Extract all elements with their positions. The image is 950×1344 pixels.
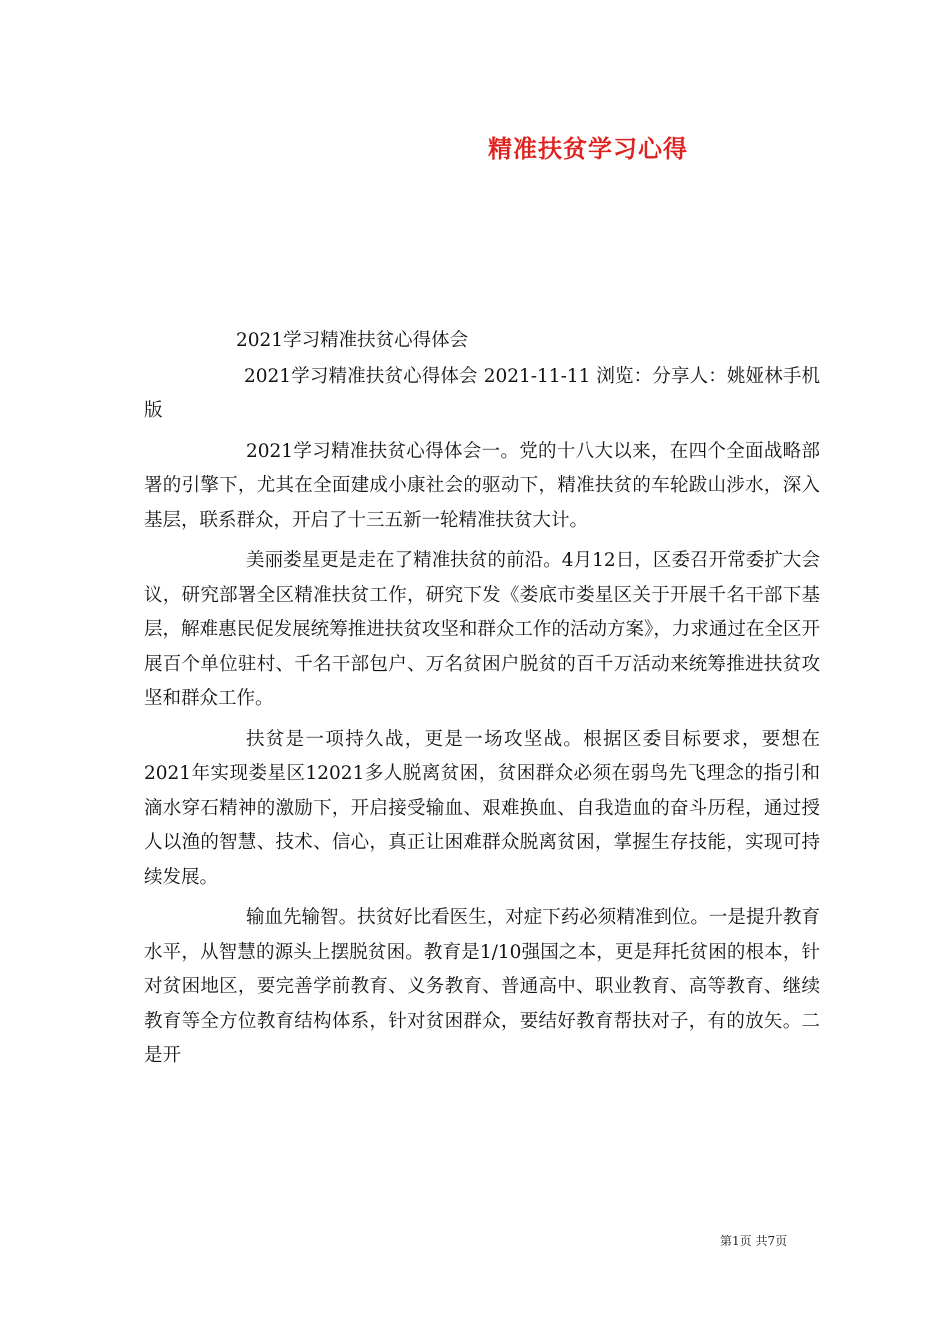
article-meta: 2021学习精准扶贫心得体会 2021-11-11 浏览：分享人：姚娅林手机版	[144, 365, 820, 421]
paragraph-1: 2021学习精准扶贫心得体会一。党的十八大以来，在四个全面战略部署的引擎下，尤其在全面建成小康社会的驱动下，精准扶贫的车轮跋山涉水，深入基层，联系群众，开启了十三五新一轮精准扶贫大计。	[144, 440, 820, 531]
paragraph-4: 输血先输智。扶贫好比看医生，对症下药必须精准到位。一是提升教育水平，从智慧的源头上摆脱贫困。教育是1/10强国之本，更是拜托贫困的根本，针对贫困地区，要完善学前教育、义务教育、普通高中、职业教育、高等教育、继续教育等全方位教育结构体系，针对贫困群众，要结好教育帮扶对子，有的放矢。二是开	[144, 907, 820, 1066]
paragraph-3: 扶贫是一项持久战，更是一场攻坚战。根据区委目标要求，要想在2021年实现娄星区12021多人脱离贫困，贫困群众必须在弱鸟先飞理念的指引和滴水穿石精神的激励下，开启接受输血、艰难换血、自我造血的奋斗历程，通过授人以渔的智慧、技术、信心，真正让困难群众脱离贫困，掌握生存技能，实现可持续发展。	[144, 728, 820, 888]
paragraph-2: 美丽娄星更是走在了精准扶贫的前沿。4月12日，区委召开常委扩大会议，研究部署全区精准扶贫工作，研究下发《娄底市娄星区关于开展千名干部下基层，解难惠民促发展统筹推进扶贫攻坚和群众工作的活动方案》，力求通过在全区开展百个单位驻村、千名干部包户、万名贫困户脱贫的百千万活动来统筹推进扶贫攻坚和群众工作。	[144, 550, 820, 709]
document-title: 精准扶贫学习心得	[488, 134, 688, 163]
article-heading: 2021学习精准扶贫心得体会	[236, 330, 469, 351]
page-number: 第1页 共7页	[720, 1234, 788, 1248]
document-body	[144, 324, 820, 1074]
